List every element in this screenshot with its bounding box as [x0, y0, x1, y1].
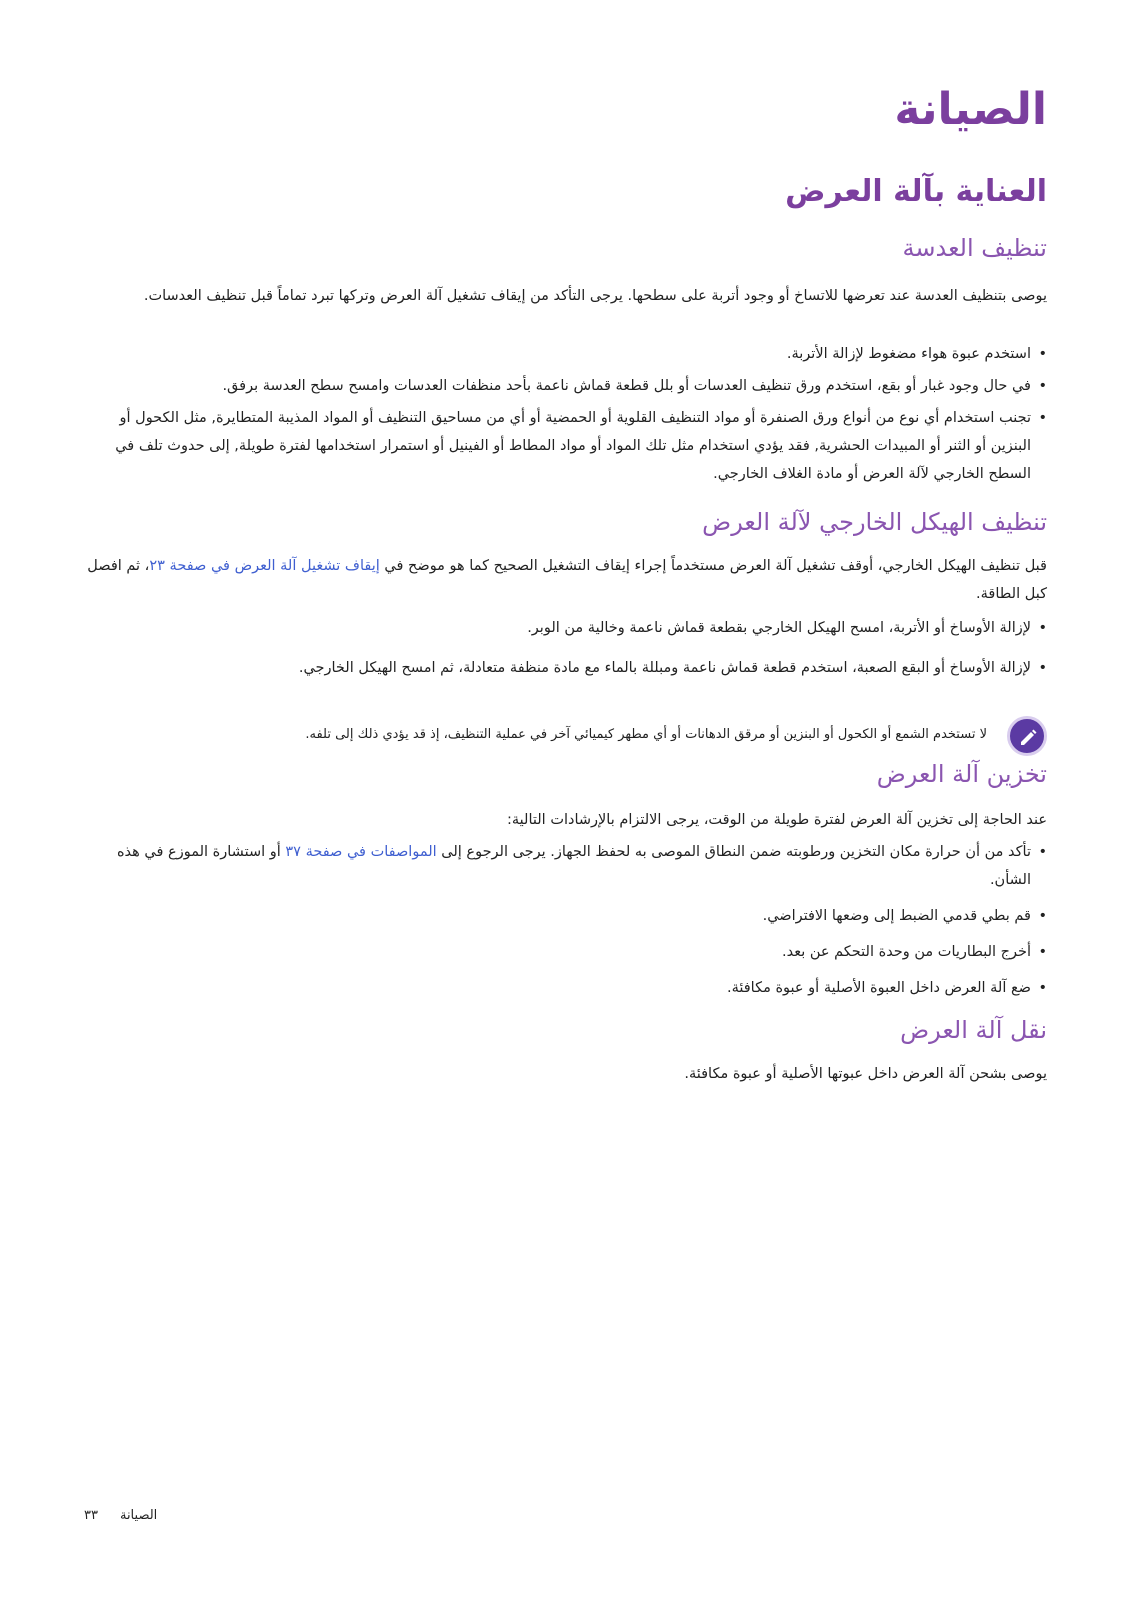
page-number: ٣٣ [84, 1508, 98, 1523]
storage-bullet-tail: أو استشارة الموزع في هذه الشأن. [116, 844, 1031, 888]
lens-bullet-list [84, 340, 1047, 488]
list-item: • في حال وجود غبار أو بقع، استخدم ورق تنظيف العدسات أو بلل قطعة قماش ناعمة بأحد منظفات العدسات وامسح سطح العدسة برفق. [84, 372, 1047, 400]
case-intro [84, 552, 1047, 608]
storage-intro: عند الحاجة إلى تخزين آلة العرض لفترة طويلة من الوقت، يرجى الالتزام بالإرشادات التالية: [507, 812, 1047, 828]
list-item: • لإزالة الأوساخ أو البقع الصعبة، استخدم قطعة قماش ناعمة ومبللة بالماء مع مادة منظفة متعادلة، ثم امسح الهيكل الخارجي. [84, 654, 1047, 682]
storage-bullet-text: تأكد من أن حرارة مكان التخزين ورطوبته ضمن النطاق الموصى به لحفظ الجهاز. يرجى الرجوع إلى [436, 844, 1031, 860]
case-bullet-list [84, 614, 1047, 682]
chapter-title: الصيانة [894, 84, 1047, 135]
list-item [84, 838, 1047, 894]
pencil-note-icon [1007, 716, 1047, 756]
list-item: • استخدم عبوة هواء مضغوط لإزالة الأتربة. [84, 340, 1047, 368]
list-item: • أخرج البطاريات من وحدة التحكم عن بعد. [84, 938, 1047, 966]
footer-section: الصيانة [119, 1508, 158, 1523]
pencil-icon [1018, 727, 1038, 747]
list-item: • لإزالة الأوساخ أو الأتربة، امسح الهيكل الخارجي بقطعة قماش ناعمة وخالية من الوبر. [84, 614, 1047, 642]
storage-bullet-list [84, 838, 1047, 1002]
lens-intro: يوصى بتنظيف العدسة عند تعرضها للاتساخ أو وجود أتربة على سطحها. يرجى التأكد من إيقاف تشغيل آلة العرض وتركها تبرد تماماً قبل تنظيف العدسات. [143, 288, 1047, 304]
transport-text: يوصى بشحن آلة العرض داخل عبوتها الأصلية أو عبوة مكافئة. [684, 1066, 1047, 1082]
transport-heading: نقل آلة العرض [900, 1016, 1047, 1044]
specifications-page-link[interactable]: المواصفات في صفحة ٣٧ [285, 844, 437, 860]
list-item: • تجنب استخدام أي نوع من أنواع ورق الصنفرة أو مواد التنظيف القلوية أو الحمضية أو أي من مساحيق التنظيف أو المواد المذيبة المتطايرة, مثل الكحول أو البنزين أو الثنر أو المبيدات الحشرية, فقد يؤدي استخدام مثل تلك المواد أو مواد المطاط أو الفينيل أو استمرار استخدامها لفترة طويلة, إلى حدوث تلف في السطح الخارجي لآلة العرض أو مادة الغلاف الخارجي. [84, 404, 1047, 488]
power-off-page-link[interactable]: إيقاف تشغيل آلة العرض في صفحة ٢٣ [149, 558, 380, 574]
note-text: لا تستخدم الشمع أو الكحول أو البنزين أو مرقق الدهانات أو أي مطهر كيميائي آخر في عملية التنظيف، إذ قد يؤدي ذلك إلى تلفه. [305, 727, 987, 742]
list-item: • قم بطي قدمي الضبط إلى وضعها الافتراضي. [84, 902, 1047, 930]
page-footer [84, 1508, 157, 1523]
lens-heading: تنظيف العدسة [902, 234, 1047, 262]
section-title: العناية بآلة العرض [785, 174, 1047, 209]
case-intro-tail: ، ثم افصل كبل الطاقة. [87, 558, 1047, 602]
list-item: • ضع آلة العرض داخل العبوة الأصلية أو عبوة مكافئة. [84, 974, 1047, 1002]
case-heading: تنظيف الهيكل الخارجي لآلة العرض [702, 508, 1047, 536]
storage-heading: تخزين آلة العرض [876, 760, 1047, 788]
case-intro-text: قبل تنظيف الهيكل الخارجي، أوقف تشغيل آلة العرض مستخدماً إجراء إيقاف التشغيل الصحيح كما هو موضح في [379, 558, 1047, 574]
